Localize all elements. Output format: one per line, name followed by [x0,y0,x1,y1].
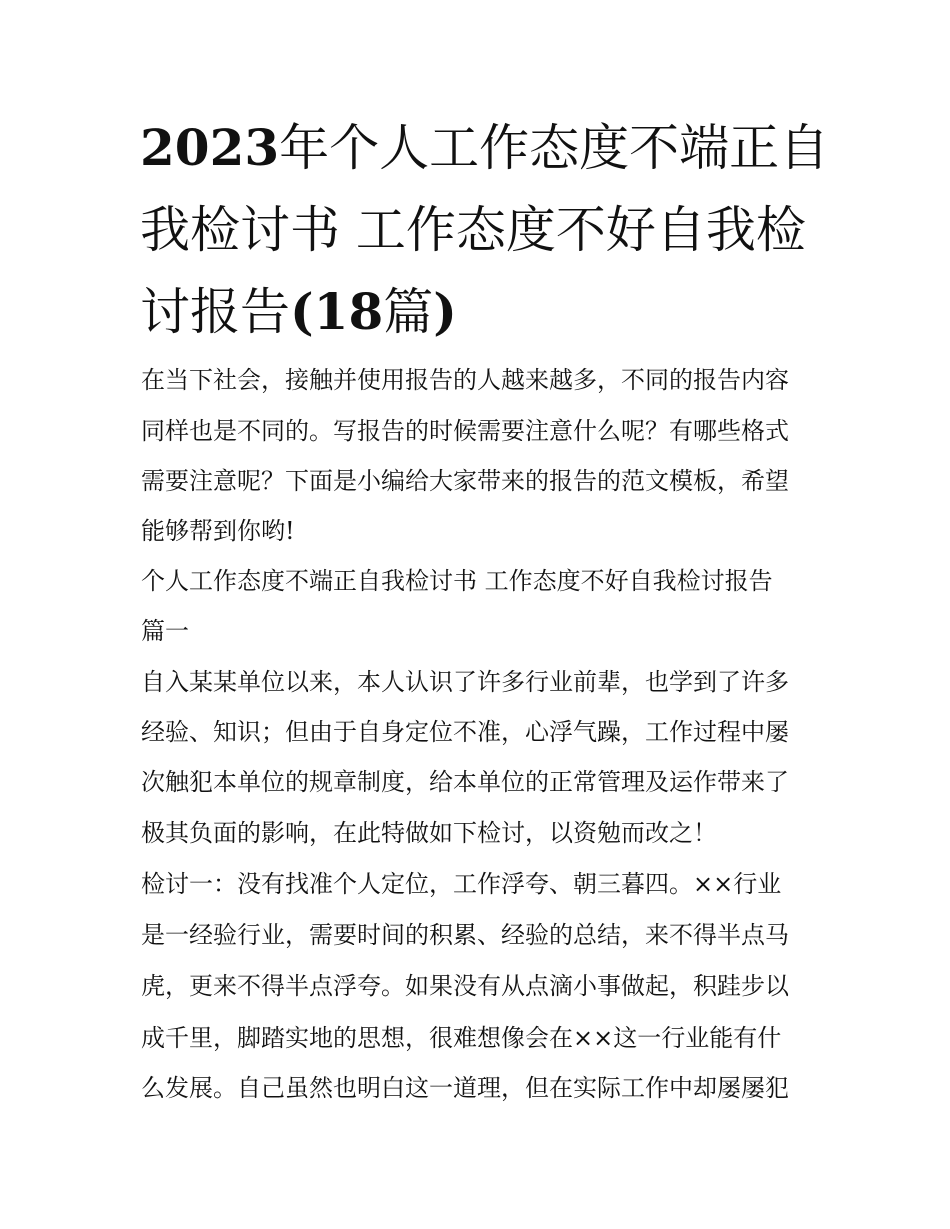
body-line: 成千里，脚踏实地的思想，很难想像会在××这一行业能有什 [141,1024,782,1052]
body-line: 同样也是不同的。写报告的时候需要注意什么呢？有哪些格式 [141,417,789,445]
section-heading: 篇一 [141,617,189,645]
body-line: 极其负面的影响，在此特做如下检讨，以资勉而改之！ [141,819,717,847]
title-text: 我检讨书 工作态度不好自我检 [140,201,806,259]
body-line: 是一经验行业，需要时间的积累、经验的总结，来不得半点马 [141,921,789,949]
title-text: 年个人工作态度不端正自 [279,119,830,177]
body-line: 虎，更来不得半点浮夸。如果没有从点滴小事做起，积跬步以 [141,972,789,1000]
body-line: 能够帮到你哟! [141,517,295,545]
body-line: 在当下社会，接触并使用报告的人越来越多，不同的报告内容 [141,366,789,394]
title-paren: ) [433,282,457,341]
title-text: 篇 [383,283,434,341]
body-line: 自入某某单位以来，本人认识了许多行业前辈，也学到了许多 [141,668,789,696]
title-count: (18 [290,282,384,341]
section-heading: 个人工作态度不端正自我检讨书 工作态度不好自我检讨报告 [141,567,773,595]
body-line: 需要注意呢？下面是小编给大家带来的报告的范文模板，希望 [141,467,789,495]
body-line: 么发展。自己虽然也明白这一道理，但在实际工作中却屡屡犯 [141,1074,789,1102]
title-text: 讨报告 [140,283,290,341]
document-title-line-2 [140,188,820,272]
body-line: 经验、知识；但由于自身定位不准，心浮气躁，工作过程中屡 [141,718,789,746]
body-line: 检讨一：没有找准个人定位，工作浮夸、朝三暮四。××行业 [141,870,782,898]
document-title-line-3 [140,270,820,354]
title-year: 2023 [140,118,280,177]
body-line: 次触犯本单位的规章制度，给本单位的正常管理及运作带来了 [141,768,789,796]
document-title-line-1 [140,106,830,190]
